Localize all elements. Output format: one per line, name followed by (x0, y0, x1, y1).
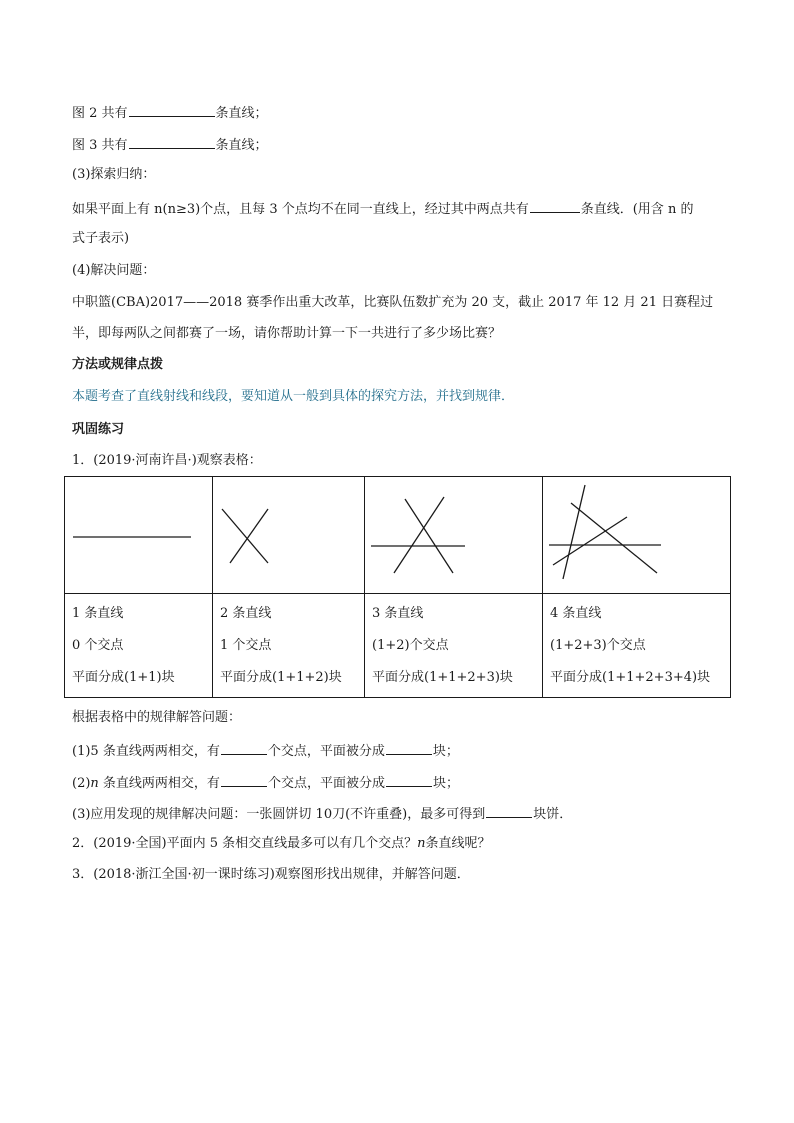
q1a-points-blank[interactable] (221, 740, 267, 755)
three-lines-figure (365, 477, 543, 593)
figure-cell-3 (365, 477, 543, 594)
part3-line1-prefix: 如果平面上有 n(n≥3)个点，且每 3 个点均不在同一直线上，经过其中两点共有 (72, 202, 529, 217)
cell2-points: 1 个交点 (220, 638, 272, 653)
cell1-regions: 平面分成(1+1)块 (72, 670, 175, 685)
text-row (65, 594, 731, 698)
part3-line2: 式子表示) (72, 231, 130, 246)
lines-table (64, 476, 731, 698)
q1b-points-blank[interactable] (221, 772, 267, 787)
figure-row (65, 477, 731, 594)
q1a-regions-blank[interactable] (386, 740, 432, 755)
figure-cell-4 (543, 477, 731, 594)
text-cell-4 (543, 594, 731, 698)
part3-line1-suffix: 条直线．(用含 n 的 (580, 202, 694, 217)
part3-line1 (72, 198, 693, 219)
q1a-mid: 个交点，平面被分成 (267, 744, 385, 759)
q2-prefix: 2．(2019·全国)平面内 5 条相交直线最多可以有几个交点？ (72, 836, 418, 851)
one-line-figure (65, 477, 213, 593)
cell3-lines: 3 条直线 (372, 606, 424, 621)
cell2-lines: 2 条直线 (220, 606, 272, 621)
q1b-var: n (90, 776, 99, 791)
q1b-regions-blank[interactable] (386, 772, 432, 787)
cell4-points: (1+2+3)个交点 (550, 638, 646, 653)
q3-line: 3．(2018·浙江全国·初一课时练习)观察图形找出规律，并解答问题． (72, 867, 470, 882)
q2-var: n (417, 836, 426, 851)
fig3-suffix: 条直线； (215, 138, 268, 153)
cell3-regions: 平面分成(1+1+2+3)块 (372, 670, 513, 685)
cell1-points: 0 个交点 (72, 638, 124, 653)
q1c-blank[interactable] (486, 803, 532, 818)
method-heading: 方法或规律点拨 (72, 357, 164, 372)
q1b-line (72, 772, 459, 793)
q1b-suffix: 块； (432, 776, 459, 791)
part4-heading: (4)解决问题： (72, 263, 156, 278)
practice-heading: 巩固练习 (72, 422, 125, 437)
q1a-prefix: (1)5 条直线两两相交，有 (72, 744, 220, 759)
fig3-blank[interactable] (129, 134, 215, 149)
cell1-lines: 1 条直线 (72, 606, 124, 621)
figure-cell-1 (65, 477, 213, 594)
part3-blank[interactable] (530, 198, 580, 213)
cell3-points: (1+2)个交点 (372, 638, 449, 653)
q1b-text: 条直线两两相交，有 (98, 776, 220, 791)
q1a-suffix: 块； (432, 744, 459, 759)
q1c-prefix: (3)应用发现的规律解决问题：一张圆饼切 10刀(不许重叠)，最多可得到 (72, 807, 486, 822)
q1-intro: 1．(2019·河南许昌·)观察表格： (72, 453, 262, 468)
method-text: 本题考查了直线射线和线段，要知道从一般到具体的探究方法，并找到规律． (72, 389, 515, 404)
two-lines-figure (213, 477, 365, 593)
q2-suffix: 条直线呢？ (425, 836, 491, 851)
fig2-line (72, 102, 268, 123)
four-lines-figure (543, 477, 731, 593)
cell4-lines: 4 条直线 (550, 606, 602, 621)
fig2-blank[interactable] (129, 102, 215, 117)
figure-cell-2 (213, 477, 365, 594)
fig2-suffix: 条直线； (215, 106, 268, 121)
q1c-line (72, 803, 572, 824)
fig2-prefix: 图 2 共有 (72, 106, 128, 121)
q2-line (72, 835, 491, 853)
text-cell-2 (213, 594, 365, 698)
q1b-prefix: (2) (72, 776, 91, 791)
part4-line2: 半，即每两队之间都赛了一场，请你帮助计算一下一共进行了多少场比赛？ (72, 326, 502, 341)
part4-line1: 中职篮(CBA)2017——2018 赛季作出重大改革，比赛队伍数扩充为 20 支，截止 2017 年 12 月 21 日赛程过 (72, 295, 714, 310)
cell4-regions: 平面分成(1+1+2+3+4)块 (550, 670, 711, 685)
q1-answer-intro: 根据表格中的规律解答问题： (72, 710, 242, 725)
text-cell-1 (65, 594, 213, 698)
fig3-line (72, 134, 268, 155)
part3-heading: (3)探索归纳： (72, 167, 156, 182)
q1c-suffix: 块饼． (533, 807, 573, 822)
q1a-line (72, 740, 459, 761)
fig3-prefix: 图 3 共有 (72, 138, 128, 153)
text-cell-3 (365, 594, 543, 698)
cell2-regions: 平面分成(1+1+2)块 (220, 670, 342, 685)
q1b-mid: 个交点，平面被分成 (267, 776, 385, 791)
